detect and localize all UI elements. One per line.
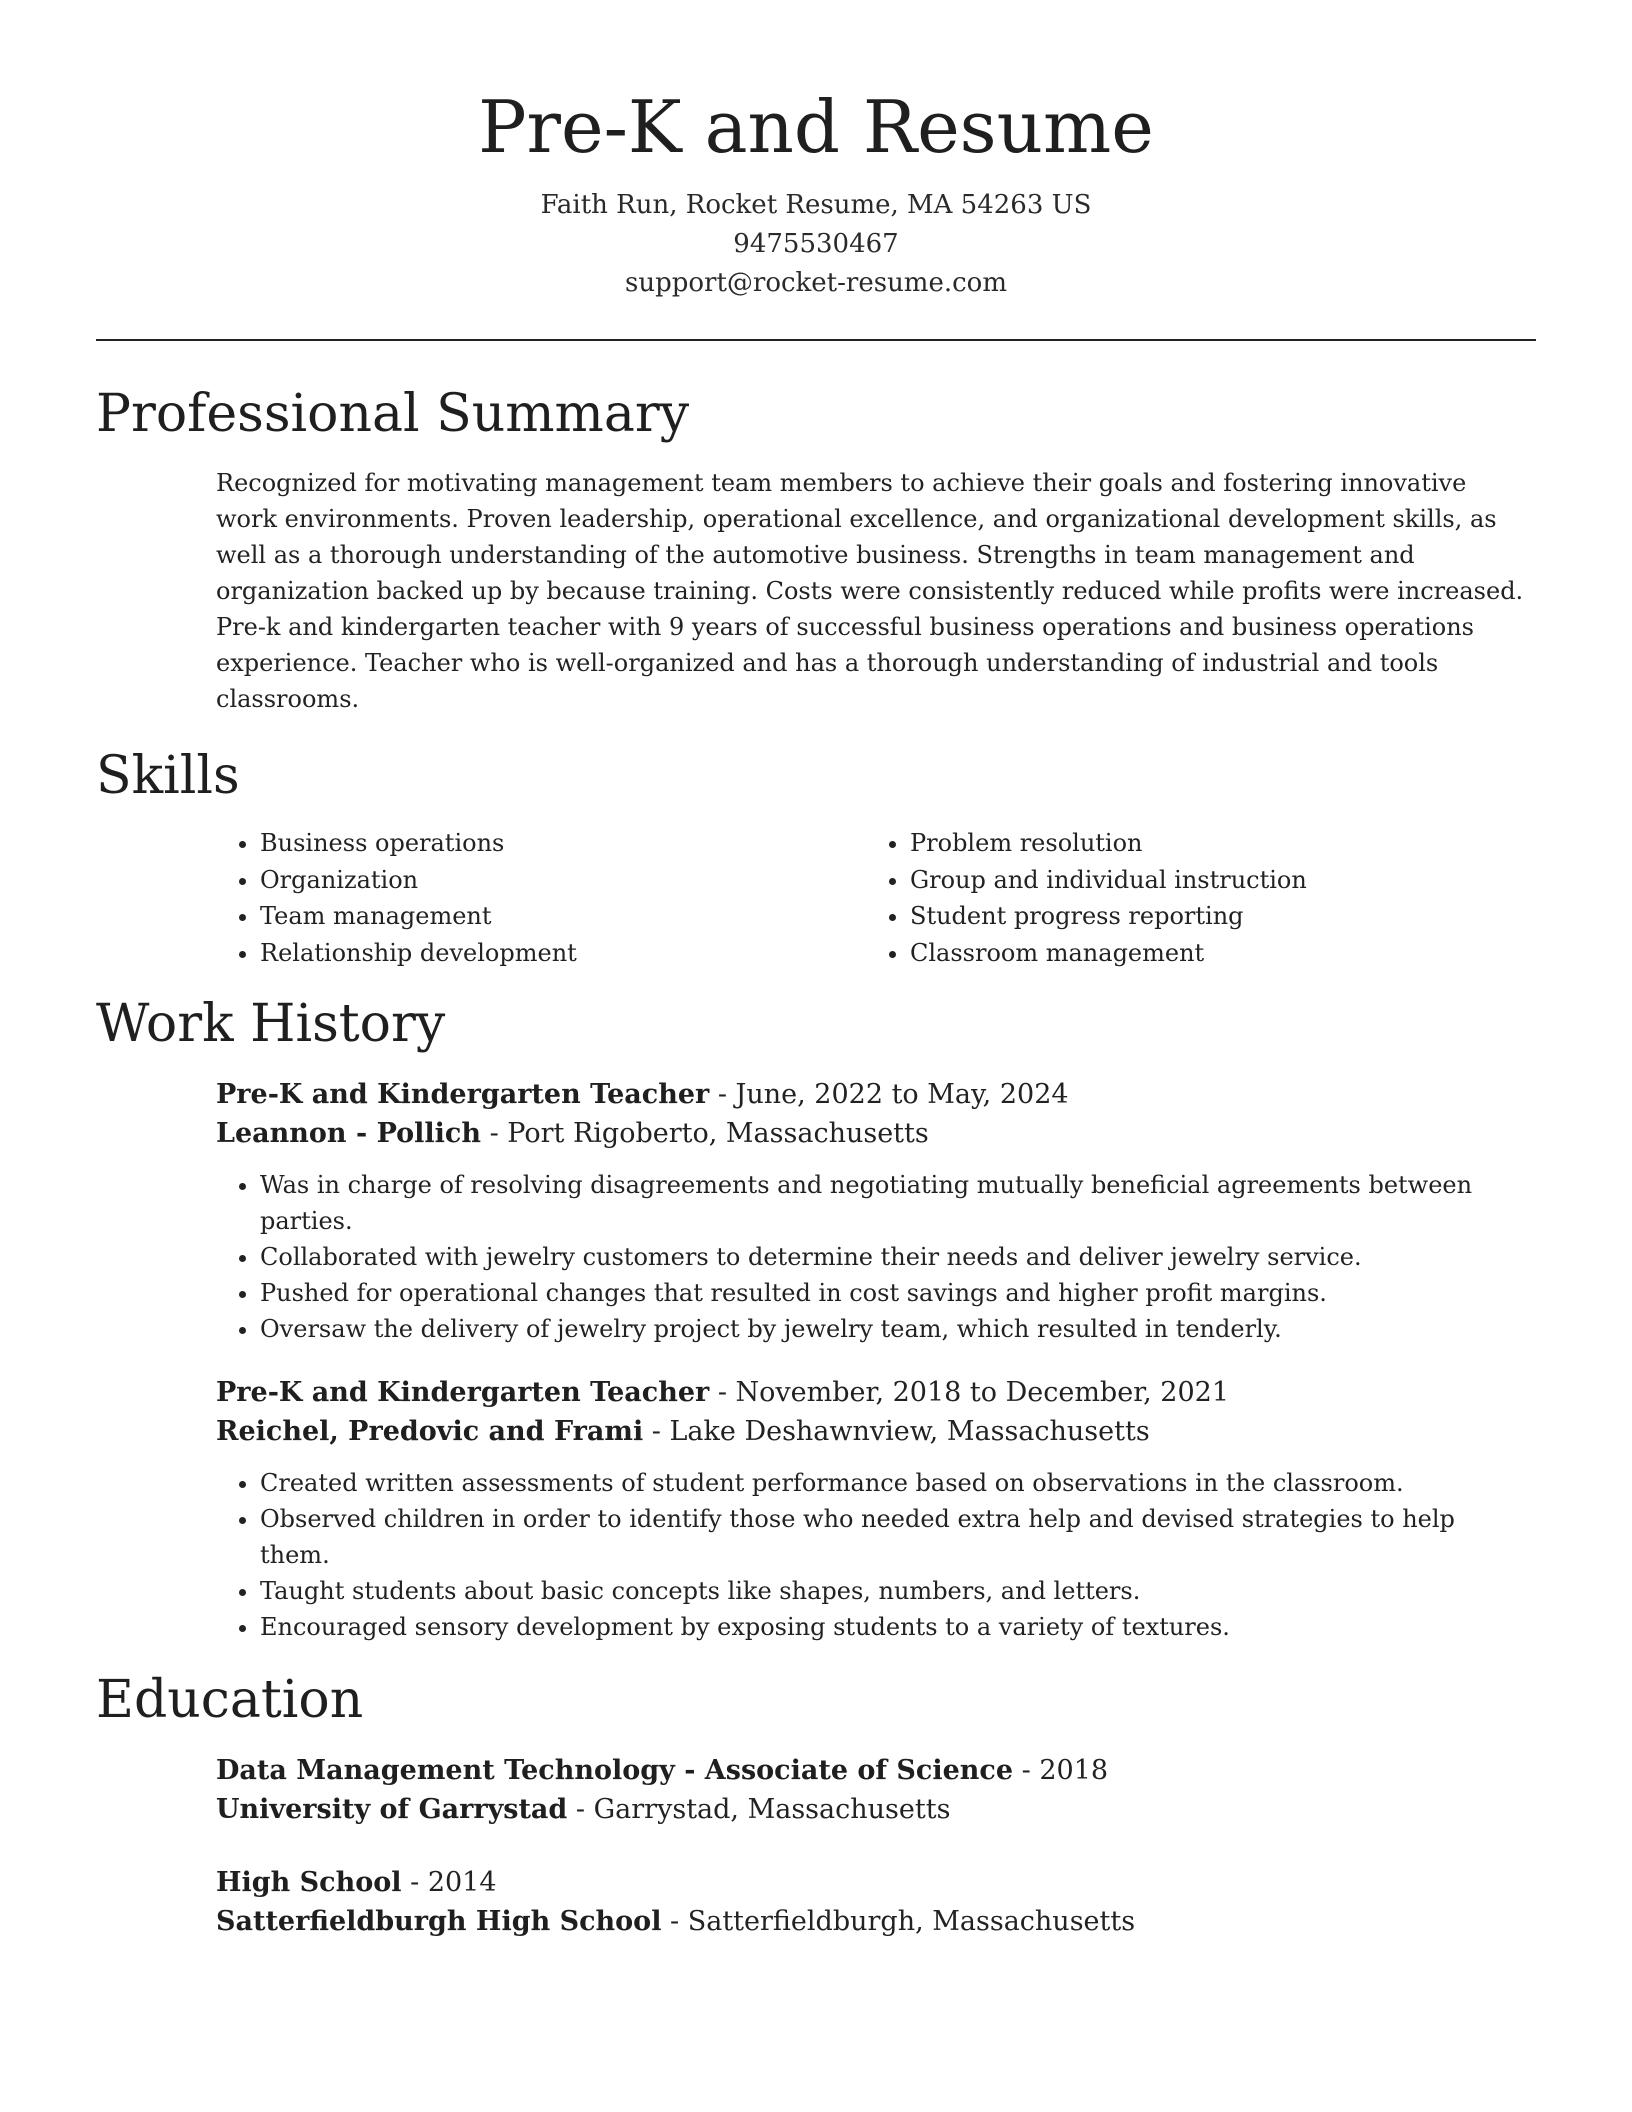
work-history-heading: Work History xyxy=(96,994,446,1054)
education-entry xyxy=(216,1863,1536,1941)
job-company: Reichel, Predovic and Frami xyxy=(216,1416,644,1447)
contact-email: support@rocket-resume.com xyxy=(624,268,1007,298)
education-year: - 2014 xyxy=(401,1867,497,1898)
education-school: University of Garrystad xyxy=(216,1794,568,1825)
job-entry xyxy=(216,1373,1536,1645)
education-location: - Garrystad, Massachusetts xyxy=(567,1794,951,1825)
job-bullet: • Taught students about basic concepts like shapes, numbers, and letters. xyxy=(260,1573,1532,1609)
education-heading: Education xyxy=(96,1670,364,1730)
education-location: - Satterfieldburgh, Massachusetts xyxy=(661,1906,1136,1937)
skill-item: • Classroom management xyxy=(910,935,1516,972)
job-bullet: • Oversaw the delivery of jewelry project by jewelry team, which resulted in tenderly. xyxy=(260,1311,1532,1347)
job-company-line xyxy=(216,1114,1536,1153)
job-dates: - June, 2022 to May, 2024 xyxy=(709,1079,1069,1110)
education-entry xyxy=(216,1751,1536,1829)
job-bullet: • Encouraged sensory development by exposing students to a variety of textures. xyxy=(260,1609,1532,1645)
summary-section xyxy=(96,383,1536,717)
job-bullet: • Observed children in order to identify those who needed extra help and devised strategies to help them. xyxy=(260,1501,1532,1573)
contact-address: Faith Run, Rocket Resume, MA 54263 US xyxy=(540,190,1092,220)
skills-grid xyxy=(216,825,1536,971)
job-title-line xyxy=(216,1373,1536,1412)
education-degree: High School xyxy=(216,1867,402,1898)
skill-item: • Problem resolution xyxy=(910,825,1516,862)
job-bullet: • Pushed for operational changes that resulted in cost savings and higher profit margins. xyxy=(260,1275,1532,1311)
education-school-line xyxy=(216,1790,1536,1829)
education-year: - 2018 xyxy=(1013,1755,1109,1786)
skill-item: • Organization xyxy=(260,862,866,899)
education-degree: Data Management Technology - Associate of Science xyxy=(216,1755,1014,1786)
skills-section xyxy=(96,745,1536,971)
job-company-line xyxy=(216,1412,1536,1451)
summary-text: Recognized for motivating management team members to achieve their goals and fostering innovative work environments. Proven leadership, operational excellence, and organizational development skills, as well as a thorough understanding of the automotive business. Strengths in team management and organization backed up by because training. Costs were consistently reduced while profits were increased. Pre-k and kindergarten teacher with 9 years of successful business operations and business operations experience. Teacher who is well-organized and has a thorough understanding of industrial and tools classrooms. xyxy=(216,469,1524,713)
education-school: Satterfieldburgh High School xyxy=(216,1906,662,1937)
skill-item: • Business operations xyxy=(260,825,866,862)
resume-header xyxy=(96,0,1536,303)
job-company: Leannon - Pollich xyxy=(216,1118,481,1149)
education-degree-line xyxy=(216,1863,1536,1902)
job-title-line xyxy=(216,1075,1536,1114)
job-dates: - November, 2018 to December, 2021 xyxy=(709,1377,1230,1408)
skills-list-left xyxy=(216,825,866,971)
skill-item: • Group and individual instruction xyxy=(910,862,1516,899)
job-bullets xyxy=(216,1465,1532,1645)
contact-phone: 9475530467 xyxy=(733,229,899,259)
contact-block xyxy=(96,186,1536,303)
skill-item: • Team management xyxy=(260,898,866,935)
education-section xyxy=(96,1669,1536,1941)
job-bullet: • Created written assessments of student performance based on observations in the classroom. xyxy=(260,1465,1532,1501)
education-degree-line xyxy=(216,1751,1536,1790)
header-divider xyxy=(96,339,1536,341)
work-history-section xyxy=(96,993,1536,1645)
resume-name: Pre-K and Resume xyxy=(478,85,1154,169)
job-location: - Port Rigoberto, Massachusetts xyxy=(481,1118,929,1149)
resume-page xyxy=(96,0,1536,1941)
job-bullet: • Collaborated with jewelry customers to determine their needs and deliver jewelry service. xyxy=(260,1239,1532,1275)
job-bullet: • Was in charge of resolving disagreements and negotiating mutually beneficial agreements between parties. xyxy=(260,1167,1532,1239)
job-role: Pre-K and Kindergarten Teacher xyxy=(216,1079,710,1110)
skill-item: • Student progress reporting xyxy=(910,898,1516,935)
skills-heading: Skills xyxy=(96,746,240,806)
skills-list-right xyxy=(866,825,1516,971)
skill-item: • Relationship development xyxy=(260,935,866,972)
job-location: - Lake Deshawnview, Massachusetts xyxy=(643,1416,1150,1447)
education-school-line xyxy=(216,1902,1536,1941)
summary-heading: Professional Summary xyxy=(96,384,690,444)
job-bullets xyxy=(216,1167,1532,1347)
job-role: Pre-K and Kindergarten Teacher xyxy=(216,1377,710,1408)
job-entry xyxy=(216,1075,1536,1347)
